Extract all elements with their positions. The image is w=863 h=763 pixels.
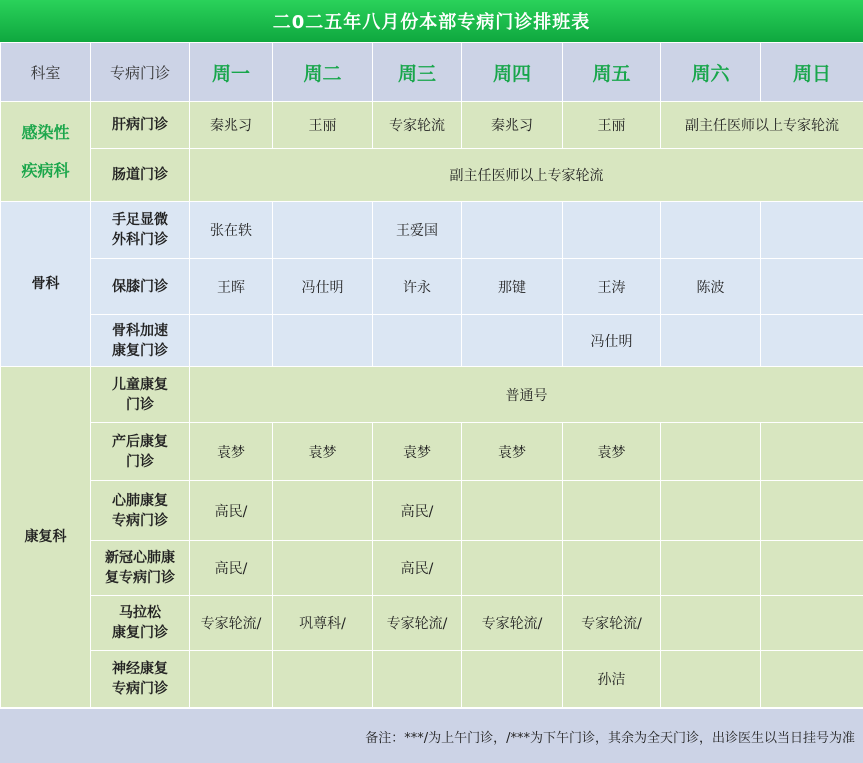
dept-name-line: 感染性 xyxy=(21,122,70,142)
schedule-cell xyxy=(462,315,563,367)
clinic-name-line: 门诊 xyxy=(126,453,154,470)
schedule-cell xyxy=(462,541,563,596)
schedule-cell xyxy=(273,202,373,259)
schedule-cell xyxy=(563,541,661,596)
schedule-cell xyxy=(190,651,273,708)
clinic-name xyxy=(91,596,190,651)
clinic-name: 肠道门诊 xyxy=(91,149,190,202)
dept-name-line: 疾病科 xyxy=(21,160,70,180)
schedule-cell: 许永 xyxy=(373,259,462,315)
schedule-cell: 高民/ xyxy=(190,541,273,596)
schedule-cell: 副主任医师以上专家轮流 xyxy=(190,149,863,202)
schedule-cell: 专家轮流 xyxy=(373,102,462,149)
schedule-cell xyxy=(273,651,373,708)
schedule-cell: 袁梦 xyxy=(190,423,273,481)
schedule-cell xyxy=(761,259,863,315)
schedule-table xyxy=(0,42,863,708)
schedule-cell: 王涛 xyxy=(563,259,661,315)
clinic-name-line: 心肺康复 xyxy=(112,492,168,509)
table-row xyxy=(1,202,863,259)
schedule-cell xyxy=(373,651,462,708)
table-row xyxy=(1,596,863,651)
schedule-cell: 专家轮流/ xyxy=(462,596,563,651)
schedule-cell xyxy=(661,596,761,651)
footer-note-bar xyxy=(0,709,863,763)
schedule-cell xyxy=(761,423,863,481)
schedule-cell xyxy=(273,481,373,541)
clinic-name-line: 专病门诊 xyxy=(112,681,168,697)
schedule-cell: 王晖 xyxy=(190,259,273,315)
schedule-cell: 高民/ xyxy=(373,481,462,541)
schedule-cell: 袁梦 xyxy=(273,423,373,481)
dept-cell-orthopedics: 骨科 xyxy=(1,202,91,367)
schedule-cell xyxy=(273,541,373,596)
table-row xyxy=(1,481,863,541)
schedule-cell: 专家轮流/ xyxy=(190,596,273,651)
schedule-cell xyxy=(761,315,863,367)
clinic-name xyxy=(91,315,190,367)
schedule-cell xyxy=(661,651,761,708)
clinic-name xyxy=(91,202,190,259)
schedule-cell: 王爱国 xyxy=(373,202,462,259)
footer-note: 备注：***/为上午门诊，/***为下午门诊，其余为全天门诊，出诊医生以当日挂号为准 xyxy=(365,730,855,746)
schedule-cell: 王丽 xyxy=(563,102,661,149)
clinic-name-line: 新冠心肺康 xyxy=(105,550,175,566)
table-row xyxy=(1,651,863,708)
table-row xyxy=(1,423,863,481)
clinic-name: 肝病门诊 xyxy=(91,102,190,149)
clinic-name-line: 门诊 xyxy=(126,396,154,413)
clinic-column-header: 专病门诊 xyxy=(91,43,190,102)
schedule-cell: 秦兆习 xyxy=(462,102,563,149)
schedule-cell: 巩尊科/ xyxy=(273,596,373,651)
dept-column-header: 科室 xyxy=(1,43,91,102)
schedule-cell xyxy=(462,481,563,541)
schedule-cell xyxy=(761,651,863,708)
schedule-cell xyxy=(661,481,761,541)
clinic-name-line: 复专病门诊 xyxy=(105,570,175,586)
schedule-cell xyxy=(462,651,563,708)
clinic-name-line: 马拉松 xyxy=(119,605,161,621)
schedule-cell: 高民/ xyxy=(373,541,462,596)
schedule-cell xyxy=(761,202,863,259)
schedule-cell: 秦兆习 xyxy=(190,102,273,149)
clinic-name xyxy=(91,481,190,541)
schedule-cell xyxy=(462,202,563,259)
schedule-cell: 冯仕明 xyxy=(563,315,661,367)
schedule-cell xyxy=(661,423,761,481)
clinic-name xyxy=(91,423,190,481)
day-header-tue: 周二 xyxy=(273,43,373,102)
schedule-cell xyxy=(661,202,761,259)
clinic-name-line: 康复门诊 xyxy=(112,342,168,359)
schedule-cell: 袁梦 xyxy=(563,423,661,481)
schedule-cell xyxy=(563,481,661,541)
schedule-cell: 冯仕明 xyxy=(273,259,373,315)
table-row xyxy=(1,367,863,423)
clinic-name-line: 骨科加速 xyxy=(112,322,168,339)
schedule-cell xyxy=(761,481,863,541)
day-header-fri: 周五 xyxy=(563,43,661,102)
dept-cell-rehabilitation: 康复科 xyxy=(1,367,91,708)
clinic-name-line: 儿童康复 xyxy=(112,376,168,393)
table-row xyxy=(1,149,863,202)
schedule-cell xyxy=(373,315,462,367)
clinic-name: 保膝门诊 xyxy=(91,259,190,315)
schedule-cell xyxy=(563,202,661,259)
schedule-cell: 专家轮流/ xyxy=(563,596,661,651)
schedule-cell xyxy=(190,315,273,367)
page-title: 二0二五年八月份本部专病门诊排班表 xyxy=(0,0,863,42)
schedule-cell xyxy=(661,541,761,596)
day-header-wed: 周三 xyxy=(373,43,462,102)
clinic-name-line: 康复门诊 xyxy=(112,625,168,641)
day-header-thu: 周四 xyxy=(462,43,563,102)
schedule-cell: 副主任医师以上专家轮流 xyxy=(661,102,863,149)
table-row xyxy=(1,541,863,596)
schedule-cell: 袁梦 xyxy=(373,423,462,481)
schedule-cell: 袁梦 xyxy=(462,423,563,481)
clinic-name-line: 手足显微 xyxy=(112,212,168,228)
day-header-sat: 周六 xyxy=(661,43,761,102)
schedule-cell xyxy=(761,541,863,596)
clinic-name xyxy=(91,367,190,423)
schedule-cell xyxy=(661,315,761,367)
clinic-name-line: 专病门诊 xyxy=(112,512,168,529)
schedule-cell: 普通号 xyxy=(190,367,863,423)
schedule-cell xyxy=(273,315,373,367)
table-row xyxy=(1,102,863,149)
day-header-sun: 周日 xyxy=(761,43,863,102)
schedule-cell: 孙洁 xyxy=(563,651,661,708)
clinic-name xyxy=(91,651,190,708)
clinic-name-line: 神经康复 xyxy=(112,661,168,677)
schedule-cell: 陈波 xyxy=(661,259,761,315)
clinic-name xyxy=(91,541,190,596)
day-header-mon: 周一 xyxy=(190,43,273,102)
dept-cell-infectious xyxy=(1,102,91,202)
header-row xyxy=(1,43,863,102)
clinic-name-line: 外科门诊 xyxy=(112,232,168,248)
clinic-name-line: 产后康复 xyxy=(112,433,168,450)
table-row xyxy=(1,259,863,315)
schedule-cell xyxy=(761,596,863,651)
schedule-cell: 王丽 xyxy=(273,102,373,149)
schedule-cell: 那键 xyxy=(462,259,563,315)
schedule-cell: 专家轮流/ xyxy=(373,596,462,651)
schedule-cell: 高民/ xyxy=(190,481,273,541)
schedule-cell: 张在轶 xyxy=(190,202,273,259)
table-row xyxy=(1,315,863,367)
